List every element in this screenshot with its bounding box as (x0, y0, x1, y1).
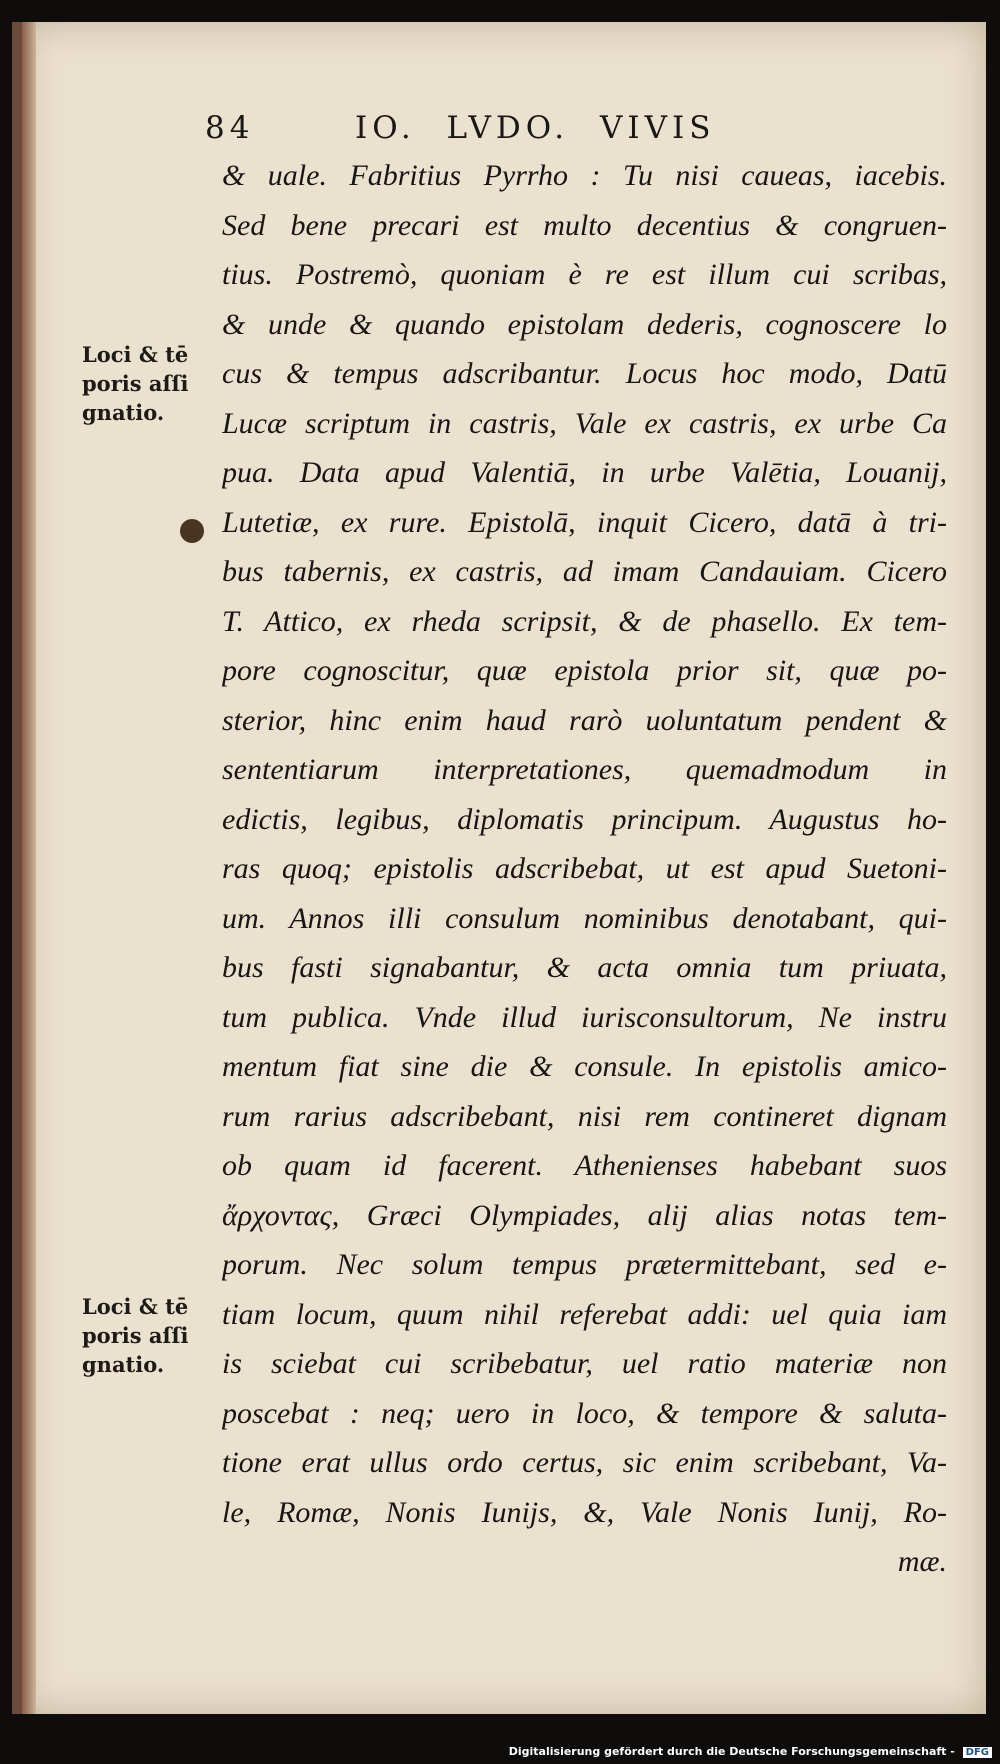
text-line: Lutetiæ, ex rure. Epistolā, inquit Cicero, datā à tri- (222, 505, 947, 539)
marginal-note (82, 1292, 217, 1379)
text-line: tius. Postremò, quoniam è re est illum cui scribas, (222, 258, 947, 291)
text-line: poscebat : neq; uero in loco, & tempore & saluta- (222, 1396, 947, 1430)
text-line: bus fasti signabantur, & acta omnia tum priuata, (222, 951, 947, 984)
marginal-note (82, 340, 217, 427)
digitization-credit (509, 1745, 992, 1758)
text-line: sterior, hinc enim haud rarò uoluntatum pendent & (222, 703, 947, 737)
running-header (205, 110, 805, 150)
text-line: cus & tempus adscribantur. Locus hoc modo, Datū (222, 357, 947, 390)
text-line: le, Romæ, Nonis Iunijs, &, Vale Nonis Iunij, Ro- (222, 1495, 947, 1529)
credit-text: Digitalisierung gefördert durch die Deutsche Forschungsgemeinschaft - (508, 1745, 955, 1758)
text-line: ἄρχοντας, Græci Olympiades, alij alias notas tem- (222, 1198, 947, 1232)
text-line: edictis, legibus, diplomatis principum. Augustus ho- (222, 802, 947, 836)
running-title: IO. LVDO. VIVIS (355, 110, 716, 146)
marginal-note-line: gnatio. (82, 1352, 165, 1377)
text-line: pua. Data apud Valentiā, in urbe Valētia, Louanij, (222, 456, 947, 489)
marginal-note-line: Loci & tē (82, 1294, 189, 1319)
marginal-note-line: gnatio. (82, 400, 165, 425)
text-line: sententiarum interpretationes, quemadmodum in (222, 753, 947, 786)
text-line: tum publica. Vnde illud iurisconsultorum, Ne instru (222, 1000, 947, 1034)
text-line: & unde & quando epistolam dederis, cognoscere lo (222, 307, 947, 341)
text-line: is sciebat cui scribebatur, uel ratio materiæ non (222, 1347, 947, 1380)
text-line: um. Annos illi consulum nominibus denotabant, qui- (222, 901, 947, 935)
text-line: Lucæ scriptum in castris, Vale ex castris, ex urbe Ca (222, 406, 947, 440)
text-line: Sed bene precari est multo decentius & congruen- (222, 208, 947, 242)
marginal-note-line: poris aſſi (82, 371, 189, 396)
ink-stain (180, 519, 204, 543)
text-line: porum. Nec solum tempus prætermittebant, sed e- (222, 1248, 947, 1281)
text-line: bus tabernis, ex castris, ad imam Candauiam. Cicero (222, 555, 947, 588)
page-number: 84 (205, 110, 255, 146)
text-line: tiam locum, quum nihil referebat addi: uel quia iam (222, 1297, 947, 1331)
text-line: ob quam id facerent. Athenienses habebant suos (222, 1149, 947, 1182)
text-line: pore cognoscitur, quæ epistola prior sit, quæ po- (222, 654, 947, 687)
text-line: mentum fiat sine die & consule. In epistolis amico- (222, 1050, 947, 1083)
text-line: ras quoq; epistolis adscribebat, ut est apud Suetoni- (222, 852, 947, 885)
marginal-note-line: poris aſſi (82, 1323, 189, 1348)
dfg-logo: DFG (963, 1747, 992, 1758)
text-line: mæ. (897, 1545, 947, 1578)
marginal-note-line: Loci & tē (82, 342, 189, 367)
text-line: & uale. Fabritius Pyrrho : Tu nisi caueas, iacebis. (222, 159, 947, 192)
page-edge (22, 22, 36, 1714)
body-text (222, 151, 947, 1587)
text-line: rum rarius adscribebant, nisi rem contineret dignam (222, 1099, 947, 1133)
text-line: T. Attico, ex rheda scripsit, & de phasello. Ex tem- (222, 604, 947, 638)
text-line: tione erat ullus ordo certus, sic enim scribebant, Va- (222, 1446, 947, 1479)
